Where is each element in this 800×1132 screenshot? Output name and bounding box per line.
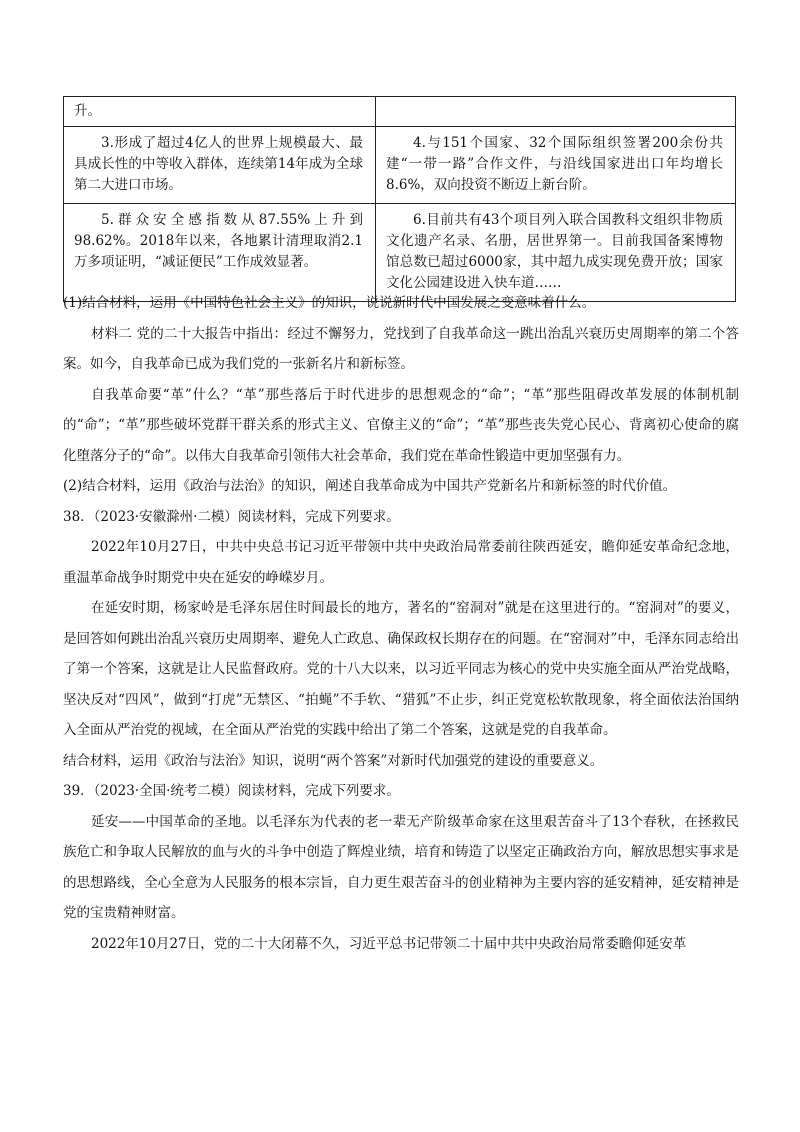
- achievements-table: [63, 96, 736, 302]
- cell-text: 4.与151个国家、32个国际组织签署200余份共建“一带一路”合作文件，与沿线国家进出口年均增长8.6%，双向投资不断迈上新台阶。: [386, 135, 723, 193]
- table-cell: [64, 97, 376, 127]
- question-38-heading: 38．（2023·安徽滁州·二模）阅读材料，完成下列要求。: [63, 508, 400, 525]
- table-row: [64, 97, 736, 127]
- table-cell: [64, 204, 376, 302]
- table-cell: [376, 127, 736, 204]
- table-row: [64, 127, 736, 204]
- cell-text: 5.群众安全感指数从87.55%上升到98.62%。2018年以来，各地累计清理取消2.1万多项证明，“减证便民”工作成效显著。: [74, 212, 363, 270]
- cell-text: 3.形成了超过4亿人的世界上规模最大、最具成长性的中等收入群体，连续第14年成为全球第二大进口市场。: [74, 135, 363, 193]
- table-cell: [64, 127, 376, 204]
- question-1: (1)结合材料，运用《中国特色社会主义》的知识，说说新时代中国发展之变意味着什么。: [63, 295, 596, 311]
- document-body: [63, 288, 739, 959]
- question-39-para-2: 2022年10月27日，党的二十大闭幕不久，习近平总书记带领二十届中共中央政治局常委瞻仰延安革: [91, 935, 687, 952]
- cell-text: 升。: [74, 103, 101, 119]
- question-39-para-1: 延安——中国革命的圣地。以毛泽东为代表的老一辈无产阶级革命家在这里艰苦奋斗了13个春秋，在拯救民族危亡和争取人民解放的血与火的斗争中创造了辉煌业绩，培育和铸造了以坚定正确政治方向，解放思想实事求是的思想路线，全心全意为人民服务的根本宗旨，自力更生艰苦奋斗的创业精神为主要内容的延安精神，延安精神是党的宝贵精神财富。: [63, 813, 739, 921]
- cell-text: 6.目前共有43个项目列入联合国教科文组织非物质文化遗产名录、名册，居世界第一。目前我国备案博物馆总数已超过6000家，其中超九成实现免费开放；国家文化公园建设进入快车道……: [386, 212, 723, 291]
- question-39-heading: 39．（2023·全国·统考二模）阅读材料，完成下列要求。: [63, 783, 400, 799]
- table-cell: [376, 97, 736, 127]
- question-38-para-2: 在延安时期，杨家岭是毛泽东居住时间最长的地方，著名的“窑洞对”就是在这里进行的。“窑洞对”的要义，是回答如何跳出治乱兴衰历史周期率、避免人亡政息、确保政权长期存在的问题。在“窑洞对”中，毛泽东同志给出了第一个答案，这就是让人民监督政府。党的十八大以来，以习近平同志为核心的党中央实施全面从严治党战略，坚决反对“四风”，做到“打虎”无禁区、“拍蝇”不手软、“猎狐”不止步，纠正党宽松软散现象，将全面依法治国纳入全面从严治党的视域，在全面从严治党的实践中给出了第二个答案，这就是党的自我革命。: [63, 600, 739, 738]
- material-two-intro: 材料二 党的二十大报告中指出：经过不懈努力，党找到了自我革命这一跳出治乱兴衰历史周期率的第二个答案。如今，自我革命已成为我们党的一张新名片和新标签。: [63, 325, 739, 372]
- table-cell: [376, 204, 736, 302]
- table-row: [64, 204, 736, 302]
- question-38-para-1: 2022年10月27日，中共中央总书记习近平带领中共中央政治局常委前往陕西延安，瞻仰延安革命纪念地，重温革命战争时期党中央在延安的峥嵘岁月。: [63, 539, 739, 586]
- question-38-prompt: 结合材料，运用《政治与法治》知识，说明“两个答案”对新时代加强党的建设的重要意义。: [63, 752, 604, 769]
- material-two-body: 自我革命要“革”什么？“革”那些落后于时代进步的思想观念的“命”；“革”那些阻碍改革发展的体制机制的“命”；“革”那些破坏党群干群关系的形式主义、官僚主义的“命”；“革”那些丧失党心民心、背离初心使命的腐化堕落分子的“命”。以伟大自我革命引领伟大社会革命，我们党在革命性锻造中更加坚强有力。: [63, 386, 739, 464]
- question-2: (2)结合材料，运用《政治与法治》的知识，阐述自我革命成为中国共产党新名片和新标签的时代价值。: [63, 478, 677, 494]
